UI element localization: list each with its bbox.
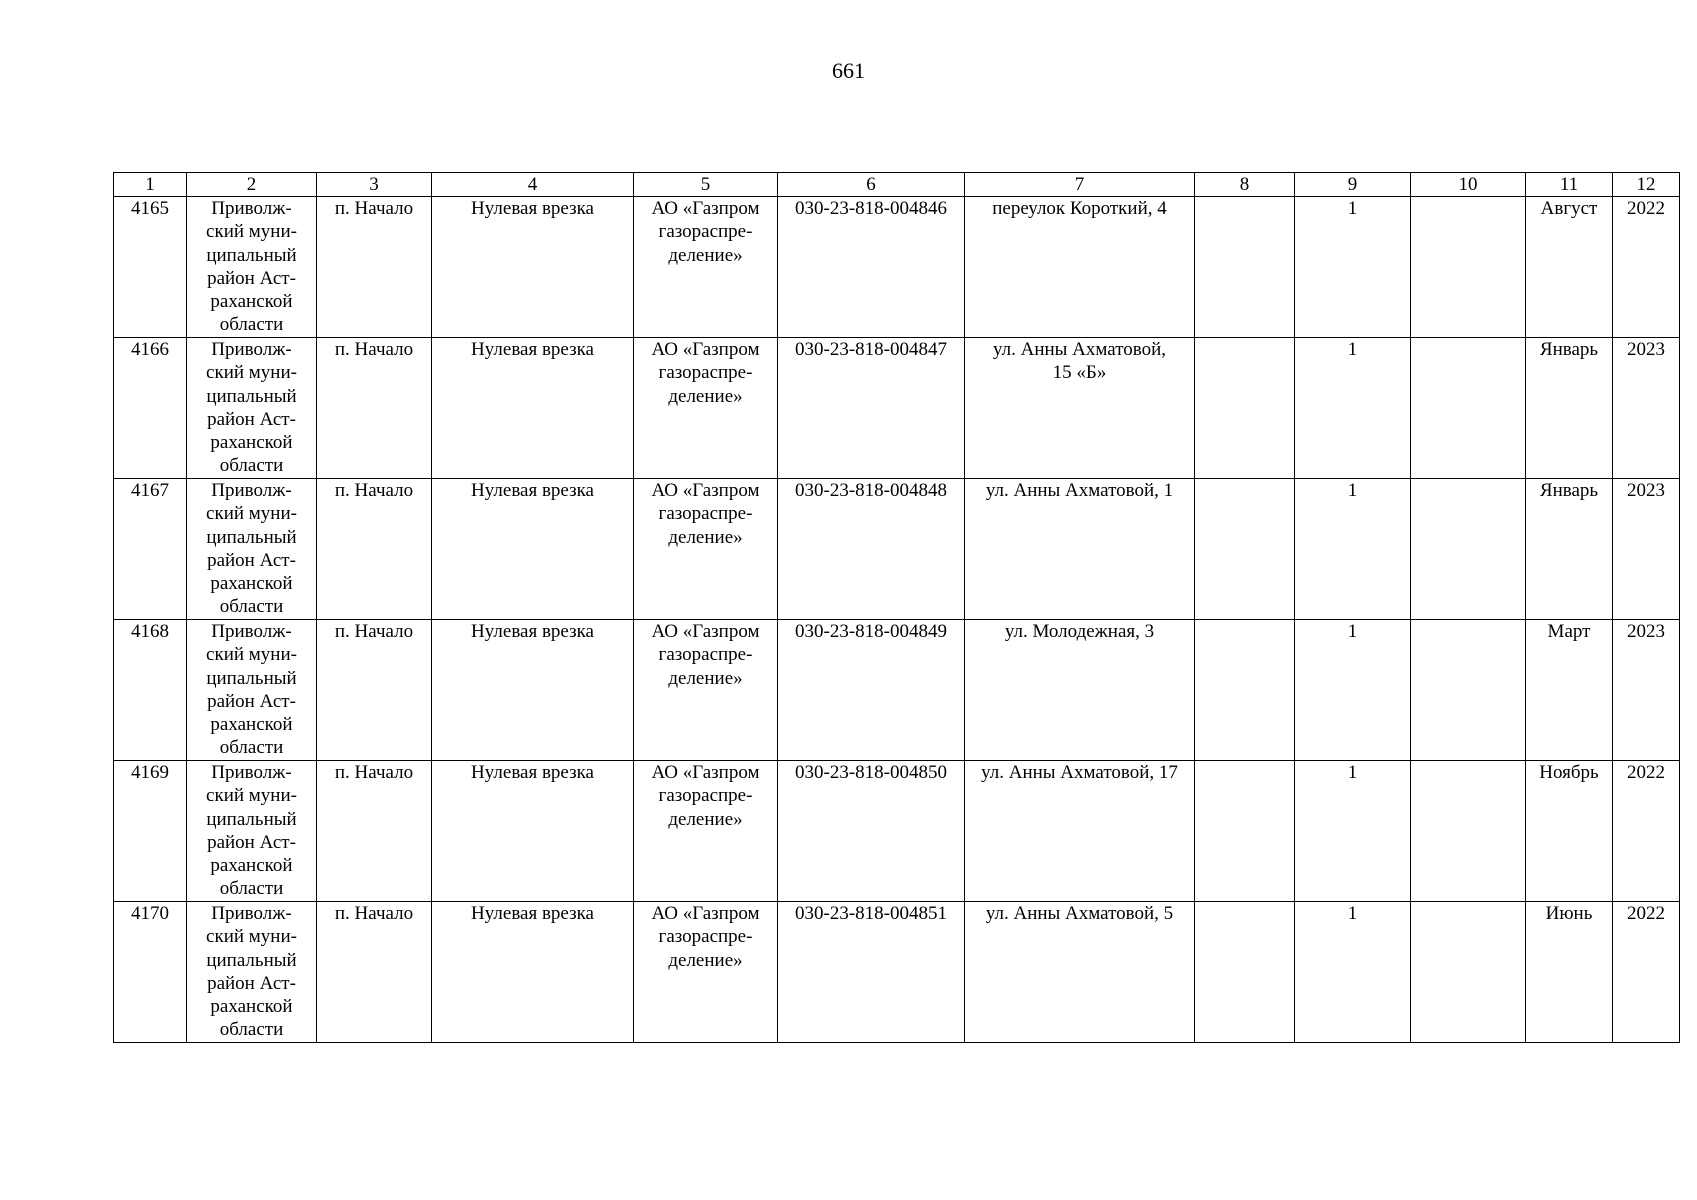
district-cell [187, 761, 317, 902]
row-number-cell: 4168 [114, 620, 187, 761]
column-number-header: 7 [965, 173, 1195, 197]
address-cell [965, 197, 1195, 338]
year-cell: 2022 [1613, 902, 1680, 1043]
settlement-cell: п. Начало [317, 338, 432, 479]
district-cell-line: области [219, 878, 284, 900]
connection-type-cell: Нулевая врезка [432, 479, 634, 620]
district-cell-line: области [219, 596, 284, 618]
count-cell: 1 [1295, 761, 1411, 902]
column-8-cell [1195, 620, 1295, 761]
district-cell-line: район Аст- [207, 690, 296, 712]
district-cell-line: ципальный [206, 949, 297, 971]
column-number-header: 10 [1411, 173, 1526, 197]
table-row [114, 479, 1680, 620]
code-cell: 030-23-818-004846 [778, 197, 965, 338]
table-row [114, 338, 1680, 479]
year-cell: 2022 [1613, 197, 1680, 338]
district-cell-line: район Аст- [207, 408, 296, 430]
column-8-cell [1195, 761, 1295, 902]
table-row [114, 761, 1680, 902]
district-cell-line: ципальный [206, 808, 297, 830]
month-cell: Август [1526, 197, 1613, 338]
code-cell: 030-23-818-004849 [778, 620, 965, 761]
month-cell: Январь [1526, 479, 1613, 620]
year-cell: 2023 [1613, 620, 1680, 761]
column-10-cell [1411, 197, 1526, 338]
organization-cell [634, 338, 778, 479]
address-cell [965, 761, 1195, 902]
count-cell: 1 [1295, 479, 1411, 620]
district-cell-line: раханской [210, 432, 293, 454]
connection-type-cell: Нулевая врезка [432, 761, 634, 902]
code-cell: 030-23-818-004851 [778, 902, 965, 1043]
organization-cell [634, 197, 778, 338]
organization-cell-line: АО «Газпром [651, 903, 760, 924]
count-cell: 1 [1295, 197, 1411, 338]
address-cell-line: ул. Анны Ахматовой, [992, 339, 1167, 360]
table-body [114, 197, 1680, 1043]
connection-type-cell: Нулевая врезка [432, 197, 634, 338]
district-cell-line: раханской [210, 714, 293, 736]
organization-cell-line: газораспре- [658, 785, 753, 807]
code-cell: 030-23-818-004847 [778, 338, 965, 479]
organization-cell-line: газораспре- [658, 926, 753, 948]
district-cell-line: раханской [210, 996, 293, 1018]
organization-cell-line: деление» [668, 385, 743, 407]
row-number-cell: 4165 [114, 197, 187, 338]
district-cell-line: ский муни- [206, 926, 297, 948]
address-cell-line: ул. Анны Ахматовой, 5 [985, 903, 1174, 924]
column-8-cell [1195, 338, 1295, 479]
count-cell: 1 [1295, 620, 1411, 761]
district-cell-line: ский муни- [206, 644, 297, 666]
column-number-header: 2 [187, 173, 317, 197]
column-number-row [114, 173, 1680, 197]
column-number-header: 4 [432, 173, 634, 197]
district-cell-line: Приволж- [211, 762, 292, 783]
district-cell-line: области [219, 1019, 284, 1041]
month-cell: Ноябрь [1526, 761, 1613, 902]
district-cell-line: раханской [210, 573, 293, 595]
district-cell-line: Приволж- [211, 621, 292, 642]
column-8-cell [1195, 197, 1295, 338]
organization-cell [634, 902, 778, 1043]
table-row [114, 902, 1680, 1043]
organization-cell-line: деление» [668, 949, 743, 971]
organization-cell-line: АО «Газпром [651, 621, 760, 642]
connection-type-cell: Нулевая врезка [432, 338, 634, 479]
row-number-cell: 4170 [114, 902, 187, 1043]
column-10-cell [1411, 761, 1526, 902]
district-cell-line: ский муни- [206, 785, 297, 807]
column-number-header: 11 [1526, 173, 1613, 197]
organization-cell [634, 620, 778, 761]
district-cell-line: район Аст- [207, 972, 296, 994]
month-cell: Июнь [1526, 902, 1613, 1043]
organization-cell-line: газораспре- [658, 503, 753, 525]
column-number-header: 1 [114, 173, 187, 197]
year-cell: 2023 [1613, 479, 1680, 620]
organization-cell [634, 761, 778, 902]
district-cell-line: ский муни- [206, 503, 297, 525]
column-10-cell [1411, 479, 1526, 620]
month-cell: Март [1526, 620, 1613, 761]
organization-cell-line: деление» [668, 808, 743, 830]
column-number-header: 6 [778, 173, 965, 197]
settlement-cell: п. Начало [317, 620, 432, 761]
district-cell-line: Приволж- [211, 198, 292, 219]
district-cell [187, 620, 317, 761]
column-number-header: 3 [317, 173, 432, 197]
code-cell: 030-23-818-004848 [778, 479, 965, 620]
settlement-cell: п. Начало [317, 479, 432, 620]
district-cell-line: ский муни- [206, 221, 297, 243]
district-cell [187, 479, 317, 620]
settlement-cell: п. Начало [317, 902, 432, 1043]
district-cell-line: район Аст- [207, 549, 296, 571]
column-number-header: 12 [1613, 173, 1680, 197]
connection-type-cell: Нулевая врезка [432, 620, 634, 761]
district-cell-line: раханской [210, 855, 293, 877]
district-cell-line: район Аст- [207, 267, 296, 289]
organization-cell-line: АО «Газпром [651, 762, 760, 783]
address-cell-line: ул. Анны Ахматовой, 1 [985, 480, 1174, 501]
address-cell-line: 15 «Б» [1052, 362, 1107, 384]
organization-cell-line: АО «Газпром [651, 339, 760, 360]
organization-cell-line: деление» [668, 244, 743, 266]
registry-table [113, 172, 1680, 1043]
count-cell: 1 [1295, 338, 1411, 479]
district-cell-line: ский муни- [206, 362, 297, 384]
organization-cell-line: деление» [668, 526, 743, 548]
row-number-cell: 4166 [114, 338, 187, 479]
organization-cell [634, 479, 778, 620]
settlement-cell: п. Начало [317, 761, 432, 902]
column-8-cell [1195, 479, 1295, 620]
district-cell-line: Приволж- [211, 903, 292, 924]
organization-cell-line: деление» [668, 667, 743, 689]
column-10-cell [1411, 902, 1526, 1043]
address-cell [965, 620, 1195, 761]
row-number-cell: 4169 [114, 761, 187, 902]
district-cell-line: области [219, 737, 284, 759]
address-cell [965, 479, 1195, 620]
organization-cell-line: газораспре- [658, 644, 753, 666]
organization-cell-line: АО «Газпром [651, 198, 760, 219]
district-cell-line: раханской [210, 291, 293, 313]
address-cell [965, 338, 1195, 479]
month-cell: Январь [1526, 338, 1613, 479]
address-cell-line: ул. Молодежная, 3 [1004, 621, 1155, 642]
row-number-cell: 4167 [114, 479, 187, 620]
organization-cell-line: газораспре- [658, 362, 753, 384]
district-cell [187, 902, 317, 1043]
table-row [114, 197, 1680, 338]
district-cell [187, 338, 317, 479]
organization-cell-line: АО «Газпром [651, 480, 760, 501]
column-10-cell [1411, 338, 1526, 479]
address-cell [965, 902, 1195, 1043]
district-cell-line: области [219, 455, 284, 477]
district-cell-line: ципальный [206, 526, 297, 548]
column-10-cell [1411, 620, 1526, 761]
settlement-cell: п. Начало [317, 197, 432, 338]
organization-cell-line: газораспре- [658, 221, 753, 243]
district-cell-line: район Аст- [207, 831, 296, 853]
district-cell-line: Приволж- [211, 339, 292, 360]
district-cell-line: ципальный [206, 385, 297, 407]
column-8-cell [1195, 902, 1295, 1043]
year-cell: 2022 [1613, 761, 1680, 902]
address-cell-line: переулок Короткий, 4 [992, 198, 1167, 219]
year-cell: 2023 [1613, 338, 1680, 479]
address-cell-line: ул. Анны Ахматовой, 17 [981, 762, 1178, 783]
column-number-header: 9 [1295, 173, 1411, 197]
district-cell-line: ципальный [206, 244, 297, 266]
connection-type-cell: Нулевая врезка [432, 902, 634, 1043]
column-number-header: 5 [634, 173, 778, 197]
column-number-header: 8 [1195, 173, 1295, 197]
code-cell: 030-23-818-004850 [778, 761, 965, 902]
district-cell-line: ципальный [206, 667, 297, 689]
district-cell-line: области [219, 314, 284, 336]
page-number: 661 [832, 58, 865, 83]
table-row [114, 620, 1680, 761]
district-cell-line: Приволж- [211, 480, 292, 501]
count-cell: 1 [1295, 902, 1411, 1043]
district-cell [187, 197, 317, 338]
